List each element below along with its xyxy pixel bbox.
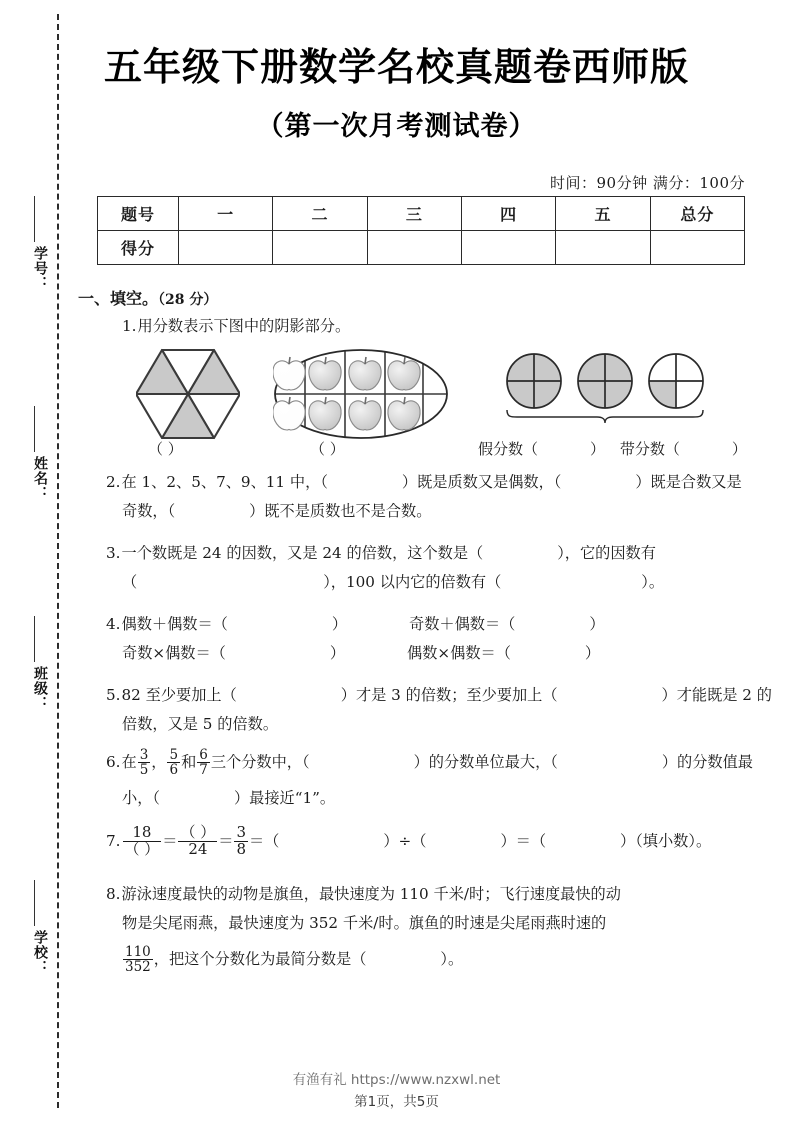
q8-line2: 物是尖尾雨燕，最快速度为 352 千米/时。旗鱼的时速是尖尾雨燕时速的 (122, 914, 607, 932)
seal-dashed-line (57, 14, 59, 1108)
q1-number: 1. (122, 317, 137, 335)
question-4-line2 (122, 639, 600, 667)
section-label: 一、填空。 (78, 289, 159, 308)
table-row (98, 231, 745, 265)
q6-line2-a: 小，（ (122, 789, 160, 807)
q4-r2c1-label: 奇数×偶数＝（ (122, 644, 226, 662)
q3-number: 3. (106, 544, 121, 562)
question-7 (106, 823, 711, 859)
question-4 (106, 610, 605, 638)
q6-line2-b: ）最接近“1”。 (233, 789, 336, 807)
q6-line1-d: ）的分数值最 (661, 753, 753, 771)
circles-brace (505, 408, 705, 424)
q6-lead: 在 (121, 753, 137, 771)
q3-line2-a: （ (122, 573, 138, 591)
margin-divider-4 (34, 880, 35, 926)
q2-line2-a: 奇数，（ (122, 502, 176, 520)
q8-number: 8. (106, 885, 121, 903)
q4-r1c2-close: ） (589, 615, 605, 633)
score-cell-4[interactable] (461, 231, 555, 265)
q3-line2-c: ）。 (641, 573, 665, 591)
q7-fraction-2[interactable]: $\frac{( )}{24}$ (180, 822, 216, 858)
q7-fraction-1[interactable]: $\frac{18}{( )}$ (124, 822, 160, 858)
improper-fraction-label: 假分数（ (478, 440, 539, 458)
margin-divider-1 (34, 196, 35, 242)
q5-line1-c: ）才能既是 2 的 (661, 686, 772, 704)
question-8-line2 (122, 909, 606, 937)
question-3-line2 (122, 568, 664, 596)
q8-line1: 游泳速度最快的动物是旗鱼，最快速度为 110 千米/时；飞行速度最快的动 (121, 885, 621, 903)
q5-line2: 倍数，又是 5 的倍数。 (122, 715, 279, 733)
q5-line1-b: ）才是 3 的倍数；至少要加上（ (340, 686, 558, 704)
mixed-fraction-label: 带分数（ (619, 440, 680, 458)
score-cell-total[interactable] (650, 231, 744, 265)
apple-oval (273, 348, 449, 444)
q7-eq-1: ＝ (162, 832, 178, 850)
q4-r2c2-close: ） (584, 644, 601, 662)
q3-line2-b: ），100 以内它的倍数有（ (323, 573, 502, 591)
q2-number: 2. (106, 473, 121, 491)
q3-line1-b: ），它的因数有 (557, 544, 656, 562)
question-8-line3 (122, 942, 463, 976)
page-title: 五年级下册数学名校真题卷西师版 (103, 44, 689, 89)
footer-page-number: 第1页，共5页 (354, 1094, 439, 1110)
question-3 (106, 539, 656, 567)
q2-line1-b: ）既是质数又是偶数，（ (401, 473, 562, 491)
q8-line3-b: ，把这个分数化为最简分数是（ (153, 950, 367, 968)
section-points: （28 分） (158, 292, 218, 308)
q7-tail-c: ）（填小数）。 (620, 832, 712, 850)
q6-number: 6. (106, 753, 121, 771)
q4-number: 4. (106, 615, 121, 633)
q6-line1-b: 三个分数中，（ (210, 753, 310, 771)
margin-label-school: 学校： (32, 930, 48, 975)
page-subtitle: （第一次月考测试卷） (256, 111, 537, 142)
score-table-col-total: 总分 (650, 197, 744, 231)
q7-eq-3: ＝（ (248, 832, 280, 850)
score-table-col-5: 五 (556, 197, 650, 231)
footer-site: 有渔有礼 https://www.nzxwl.net (292, 1072, 501, 1088)
seal-margin (0, 0, 66, 1122)
score-cell-3[interactable] (367, 231, 461, 265)
q6-line1-c: ）的分数单位最大，（ (413, 753, 558, 771)
mixed-fraction-close: ） (731, 440, 747, 458)
q2-line2-b: ）既不是质数也不是合数。 (249, 502, 432, 520)
exam-meta: 时间：90分钟 满分：100分 (550, 174, 745, 192)
q1-text: 用分数表示下图中的阴影部分。 (137, 317, 351, 335)
question-6-line2 (122, 784, 335, 812)
score-table-col-2: 二 (273, 197, 367, 231)
score-table-col-3: 三 (367, 197, 461, 231)
score-table-col-4: 四 (461, 197, 555, 231)
q4-r1c1-close: ） (331, 615, 347, 633)
q5-line1-a: 82 至少要加上（ (121, 686, 237, 704)
margin-label-student-id: 学号： (32, 246, 48, 291)
q4-r2c2-label: 偶数×偶数＝（ (407, 644, 511, 662)
margin-label-name: 姓名： (32, 456, 48, 501)
q6-sep-2: 和 (181, 753, 197, 771)
improper-fraction-close: ） (590, 440, 606, 458)
q4-r1c2-label: 奇数＋偶数＝（ (409, 615, 516, 633)
q3-line1-a: 一个数既是 24 的因数，又是 24 的倍数，这个数是（ (121, 544, 484, 562)
score-table-row-header-1: 题号 (98, 197, 179, 231)
q4-r2c1-close: ） (329, 644, 346, 662)
score-table-col-1: 一 (179, 197, 273, 231)
score-cell-5[interactable] (556, 231, 650, 265)
q7-tail-b: ）＝（ (500, 832, 547, 850)
q7-eq-2: ＝ (218, 832, 234, 850)
q6-fraction-2: $\frac{5}{6}$ (169, 746, 179, 779)
q5-number: 5. (106, 686, 121, 704)
question-5-line2 (122, 710, 278, 738)
score-cell-2[interactable] (273, 231, 367, 265)
q6-fraction-1: $\frac{3}{5}$ (139, 746, 149, 779)
q4-r1c1-label: 偶数＋偶数＝（ (121, 615, 228, 633)
q1-caption-oval: （ ） (310, 440, 345, 458)
q6-fraction-3: $\frac{6}{7}$ (199, 746, 208, 779)
q7-fraction-3: $\frac{3}{8}$ (236, 822, 246, 858)
question-2 (106, 468, 742, 496)
margin-divider-3 (34, 616, 35, 662)
table-row (98, 197, 745, 231)
q1-caption-hexagon: （ ） (148, 440, 183, 458)
question-6 (106, 745, 753, 779)
question-5 (106, 681, 772, 709)
section-heading (78, 286, 217, 309)
q2-line1-c: ）既是合数又是 (635, 473, 742, 491)
question-1 (122, 312, 350, 340)
q7-number: 7. (106, 832, 121, 850)
score-cell-1[interactable] (179, 231, 273, 265)
q1-caption-fractions (478, 438, 747, 459)
q8-fraction: $\frac{110}{352}$ (125, 943, 151, 976)
margin-label-class: 班级： (32, 666, 48, 711)
shaded-hexagon (136, 348, 240, 444)
score-table-row-header-2: 得分 (98, 231, 179, 265)
score-table (97, 196, 745, 265)
question-8 (106, 880, 621, 908)
q8-line3-c: ）。 (440, 950, 464, 968)
q7-tail-a: ）÷（ (383, 832, 427, 850)
q2-line1-a: 在 1、2、5、7、9、11 中，（ (121, 473, 328, 491)
question-2-line2 (122, 497, 431, 525)
q6-sep-1: ， (151, 753, 167, 771)
